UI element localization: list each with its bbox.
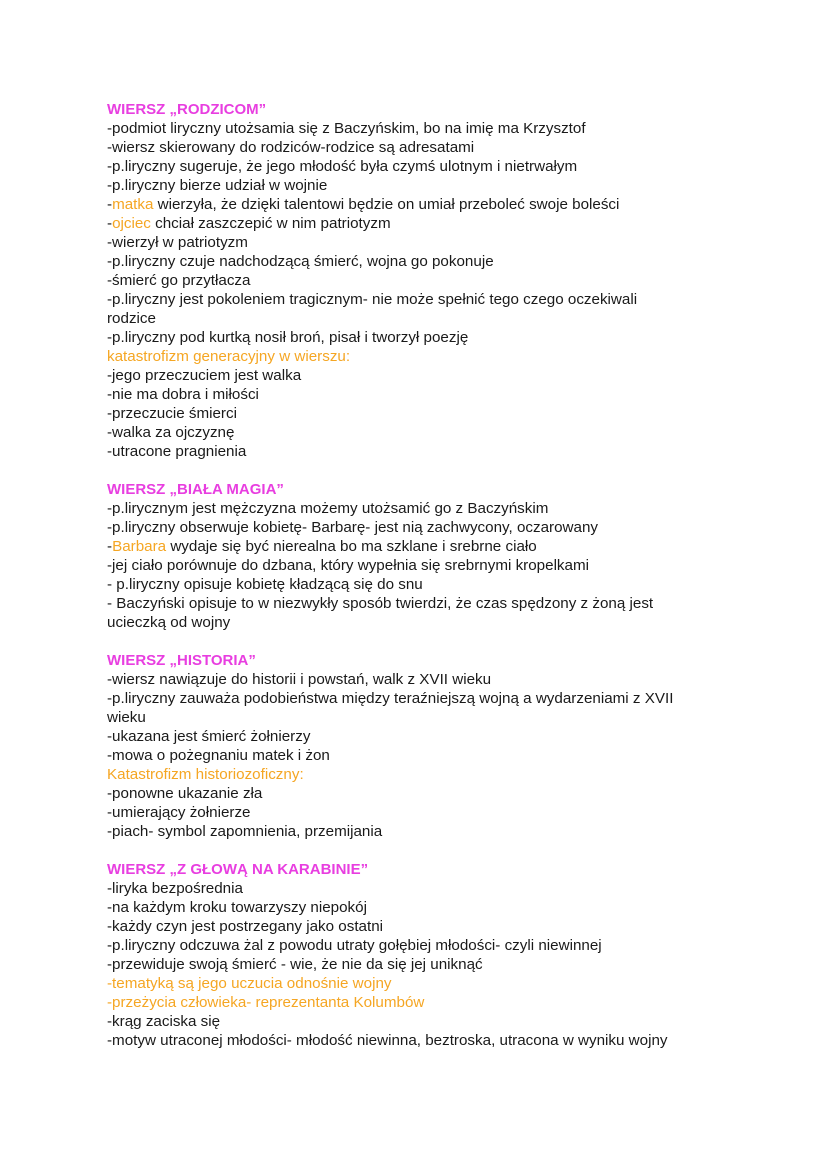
note-line bbox=[107, 936, 747, 955]
note-line bbox=[107, 974, 747, 993]
note-line bbox=[107, 689, 747, 708]
note-line bbox=[107, 993, 747, 1012]
line-text: -p.liryczny sugeruje, że jego młodość była czymś ulotnym i nietrwałym bbox=[107, 158, 578, 175]
line-text: rodzice bbox=[107, 310, 156, 327]
note-line bbox=[107, 613, 747, 632]
line-text: -wiersz nawiązuje do historii i powstań, walk z XVII wieku bbox=[107, 671, 492, 688]
note-line bbox=[107, 309, 747, 328]
section-rodzicom bbox=[107, 100, 747, 461]
note-line bbox=[107, 727, 747, 746]
note-line bbox=[107, 233, 747, 252]
section-historia bbox=[107, 651, 747, 841]
highlighted-text: matka bbox=[112, 196, 154, 213]
section-lines bbox=[107, 670, 747, 841]
note-line bbox=[107, 1031, 747, 1050]
line-text: -podmiot liryczny utożsamia się z Baczyńskim, bo na imię ma Krzysztof bbox=[107, 120, 586, 137]
line-text: -p.liryczny zauważa podobieństwa między teraźniejszą wojną a wydarzeniami z XVII bbox=[107, 690, 674, 707]
line-text: -wiersz skierowany do rodziców-rodzice są adresatami bbox=[107, 139, 475, 156]
section-z-glowa-na-karabinie bbox=[107, 860, 747, 1050]
highlighted-text: Barbara bbox=[112, 538, 167, 555]
line-text: -jego przeczuciem jest walka bbox=[107, 367, 302, 384]
note-line bbox=[107, 195, 747, 214]
note-line bbox=[107, 138, 747, 157]
line-text: -p.liryczny czuje nadchodzącą śmierć, wojna go pokonuje bbox=[107, 253, 494, 270]
note-line bbox=[107, 803, 747, 822]
note-line bbox=[107, 575, 747, 594]
note-line bbox=[107, 822, 747, 841]
line-text: -mowa o pożegnaniu matek i żon bbox=[107, 747, 330, 764]
line-text: -jej ciało porównuje do dzbana, który wypełnia się srebrnymi kropelkami bbox=[107, 557, 590, 574]
line-text: -śmierć go przytłacza bbox=[107, 272, 251, 289]
note-line bbox=[107, 423, 747, 442]
line-text: wierzyła, że dzięki talentowi będzie on umiał przeboleć swoje boleści bbox=[153, 196, 620, 213]
note-line bbox=[107, 765, 747, 784]
line-text: wieku bbox=[107, 709, 146, 726]
highlighted-text: katastrofizm generacyjny w wierszu: bbox=[107, 348, 351, 365]
line-text: -utracone pragnienia bbox=[107, 443, 247, 460]
section-lines bbox=[107, 119, 747, 461]
highlighted-text: Katastrofizm historiozoficzny: bbox=[107, 766, 304, 783]
note-line bbox=[107, 784, 747, 803]
line-text: - Baczyński opisuje to w niezwykły sposób twierdzi, że czas spędzony z żoną jest bbox=[107, 595, 654, 612]
note-line bbox=[107, 917, 747, 936]
note-line bbox=[107, 119, 747, 138]
line-text: -p.liryczny jest pokoleniem tragicznym- nie może spełnić tego czego oczekiwali bbox=[107, 291, 638, 308]
note-line bbox=[107, 252, 747, 271]
line-text: -p.lirycznym jest mężczyzna możemy utożsamić go z Baczyńskim bbox=[107, 500, 549, 517]
line-text: -nie ma dobra i miłości bbox=[107, 386, 259, 403]
note-line bbox=[107, 442, 747, 461]
note-line bbox=[107, 347, 747, 366]
section-title: WIERSZ „HISTORIA” bbox=[107, 652, 256, 669]
section-biala-magia bbox=[107, 480, 747, 632]
line-text: - bbox=[107, 215, 113, 232]
note-line bbox=[107, 385, 747, 404]
line-text: - p.liryczny opisuje kobietę kładzącą się do snu bbox=[107, 576, 423, 593]
line-text: - bbox=[107, 196, 113, 213]
note-line bbox=[107, 499, 747, 518]
note-line bbox=[107, 214, 747, 233]
note-line bbox=[107, 518, 747, 537]
line-text: -na każdym kroku towarzyszy niepokój bbox=[107, 899, 367, 916]
section-lines bbox=[107, 879, 747, 1050]
line-text: -motyw utraconej młodości- młodość niewinna, beztroska, utracona w wyniku wojny bbox=[107, 1032, 668, 1049]
line-text: -każdy czyn jest postrzegany jako ostatni bbox=[107, 918, 384, 935]
note-line bbox=[107, 1012, 747, 1031]
note-line bbox=[107, 708, 747, 727]
highlighted-text: ojciec bbox=[112, 215, 151, 232]
section-title: WIERSZ „Z GŁOWĄ NA KARABINIE” bbox=[107, 861, 369, 878]
line-text: wydaje się być nierealna bo ma szklane i srebrne ciało bbox=[166, 538, 537, 555]
section-lines bbox=[107, 499, 747, 632]
line-text: -p.liryczny obserwuje kobietę- Barbarę- jest nią zachwycony, oczarowany bbox=[107, 519, 598, 536]
section-title: WIERSZ „RODZICOM” bbox=[107, 101, 267, 118]
note-line bbox=[107, 290, 747, 309]
line-text: chciał zaszczepić w nim patriotyzm bbox=[150, 215, 391, 232]
line-text: -ponowne ukazanie zła bbox=[107, 785, 263, 802]
line-text: -przeczucie śmierci bbox=[107, 405, 237, 422]
line-text: -p.liryczny bierze udział w wojnie bbox=[107, 177, 328, 194]
notes-page bbox=[107, 100, 747, 1069]
note-line bbox=[107, 176, 747, 195]
highlighted-text: -przeżycia człowieka- reprezentanta Kolumbów bbox=[107, 994, 425, 1011]
note-line bbox=[107, 670, 747, 689]
note-line bbox=[107, 955, 747, 974]
section-title: WIERSZ „BIAŁA MAGIA” bbox=[107, 481, 284, 498]
line-text: -ukazana jest śmierć żołnierzy bbox=[107, 728, 311, 745]
line-text: -p.liryczny odczuwa żal z powodu utraty gołębiej młodości- czyli niewinnej bbox=[107, 937, 602, 954]
line-text: -wierzył w patriotyzm bbox=[107, 234, 248, 251]
line-text: -liryka bezpośrednia bbox=[107, 880, 243, 897]
line-text: ucieczką od wojny bbox=[107, 614, 231, 631]
highlighted-text: -tematyką są jego uczucia odnośnie wojny bbox=[107, 975, 392, 992]
line-text: -p.liryczny pod kurtką nosił broń, pisał i tworzył poezję bbox=[107, 329, 469, 346]
note-line bbox=[107, 328, 747, 347]
note-line bbox=[107, 746, 747, 765]
line-text: -przewiduje swoją śmierć - wie, że nie da się jej uniknąć bbox=[107, 956, 483, 973]
note-line bbox=[107, 404, 747, 423]
note-line bbox=[107, 556, 747, 575]
note-line bbox=[107, 594, 747, 613]
note-line bbox=[107, 157, 747, 176]
line-text: - bbox=[107, 538, 113, 555]
line-text: -umierający żołnierze bbox=[107, 804, 251, 821]
note-line bbox=[107, 271, 747, 290]
line-text: -piach- symbol zapomnienia, przemijania bbox=[107, 823, 383, 840]
line-text: -walka za ojczyznę bbox=[107, 424, 235, 441]
line-text: -krąg zaciska się bbox=[107, 1013, 221, 1030]
note-line bbox=[107, 898, 747, 917]
note-line bbox=[107, 879, 747, 898]
note-line bbox=[107, 366, 747, 385]
note-line bbox=[107, 537, 747, 556]
